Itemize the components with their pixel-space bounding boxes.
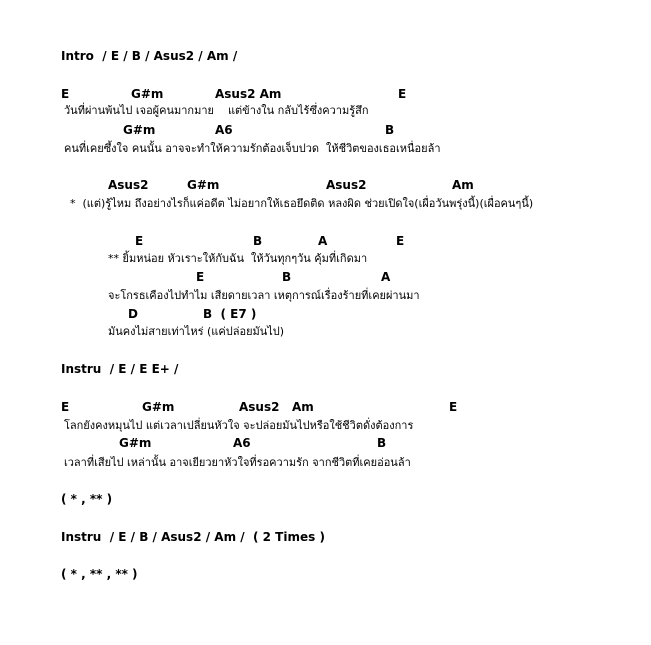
intro-line: Intro / E / B / Asus2 / Am /	[61, 49, 238, 63]
chord: D	[128, 307, 138, 321]
chord: G#m	[131, 87, 164, 101]
lyric-line: เวลาที่เสียไป เหล่านั้น อาจเยียวยาหัวใจที่รอความรัก จากชีวิตที่เคยอ่อนล้า	[64, 456, 411, 469]
chord: A6	[233, 436, 251, 450]
chord: E	[61, 400, 70, 414]
chord: A6	[215, 123, 233, 137]
chord: G#m	[142, 400, 175, 414]
chord: Asus2 Am	[239, 400, 314, 414]
chord: Asus2 Am	[215, 87, 282, 101]
chord: E	[449, 400, 458, 414]
chord: E	[135, 234, 144, 248]
chord: E	[61, 87, 70, 101]
lyric-line: วันที่ผ่านพ้นไป เจอผู้คนมากมาย แต่ข้างใน กลับไร้ซึ่งความรู้สึก	[64, 104, 369, 117]
chord: Am	[452, 178, 474, 192]
chord: A	[318, 234, 328, 248]
chord: G#m	[123, 123, 156, 137]
chord: Asus2	[326, 178, 367, 192]
chord: G#m	[187, 178, 220, 192]
instru-line: Instru / E / B / Asus2 / Am / ( 2 Times )	[61, 530, 325, 544]
lyric-line: * (แต่)รู้ไหม ถึงอย่างไรก็แค่อดีต ไม่อยากให้เธอยึดติด หลงผิด ช่วยเปิดใจ(เผื่อวันพรุ่งนี้)(เผื่อคนๆนี้)	[70, 197, 534, 210]
repeat-line: ( * , ** , ** )	[61, 567, 138, 581]
instru-line: Instru / E / E E+ /	[61, 362, 179, 376]
chord: G#m	[119, 436, 152, 450]
chord: B ( E7 )	[203, 307, 257, 321]
lyric-line: จะโกรธเคืองไปทำไม เสียดายเวลา เหตุการณ์เรื่องร้ายที่เคยผ่านมา	[108, 289, 420, 302]
chord: E	[398, 87, 407, 101]
lyric-line: โลกยังคงหมุนไป แต่เวลาเปลี่ยนหัวใจ จะปล่อยมันไปหรือใช้ชีวิตดั่งต้องการ	[64, 419, 414, 432]
chord: A	[381, 270, 391, 284]
repeat-line: ( * , ** )	[61, 492, 113, 506]
chord: B	[282, 270, 292, 284]
lyric-line: คนที่เคยซึ้งใจ คนนั้น อาจจะทำให้ความรักต้องเจ็บปวด ให้ชีวิตของเธอเหนื่อยล้า	[64, 142, 441, 155]
lyric-line: มันคงไม่สายเท่าไหร่ (แค่ปล่อยมันไป)	[108, 325, 285, 338]
chord: Asus2	[108, 178, 149, 192]
chord: E	[396, 234, 405, 248]
chord: B	[377, 436, 387, 450]
lyric-line: ** ยิ้มหน่อย หัวเราะให้กับฉัน ให้วันทุกๆวัน คุ้มที่เกิดมา	[108, 252, 368, 265]
chord: B	[385, 123, 395, 137]
chord: B	[253, 234, 263, 248]
chord: E	[196, 270, 205, 284]
